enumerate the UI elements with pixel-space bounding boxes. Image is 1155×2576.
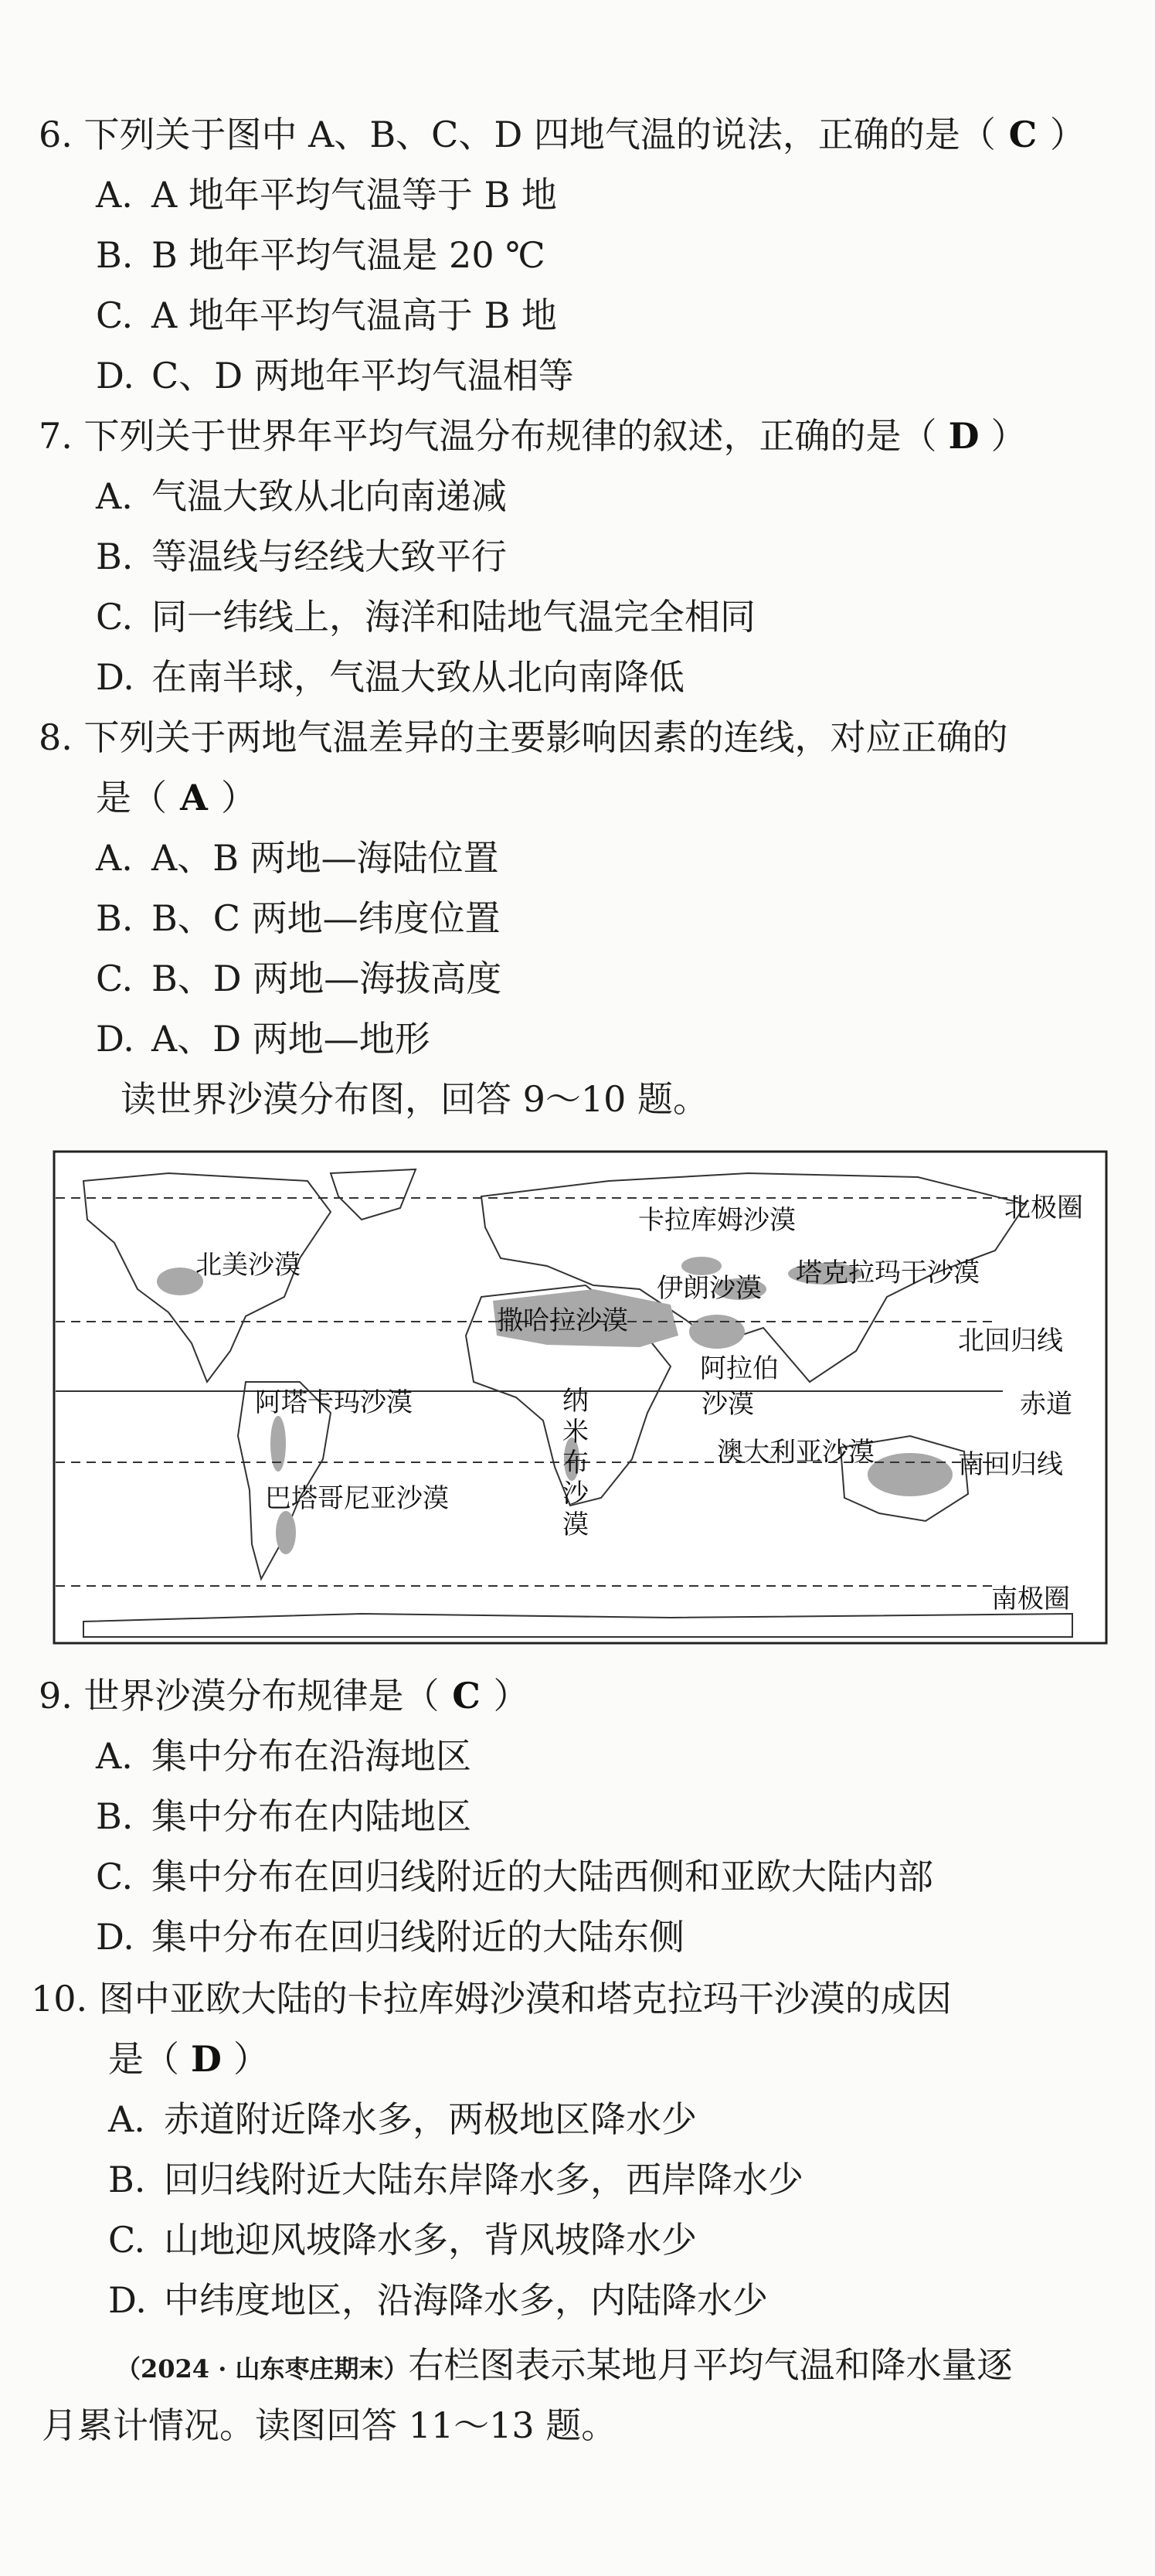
q10-stem bbox=[31, 1975, 952, 2022]
option-text: 回归线附近大陆东岸降水多，西岸降水少 bbox=[164, 2159, 803, 2200]
option-text: 山地迎风坡降水多，背风坡降水少 bbox=[164, 2219, 697, 2261]
q6-stem bbox=[39, 111, 1085, 158]
label-north-america: 北美沙漠 bbox=[195, 1250, 301, 1281]
label-equator: 赤道 bbox=[1020, 1389, 1072, 1420]
option-letter: A. bbox=[96, 837, 133, 879]
q8-option-d bbox=[96, 1016, 430, 1062]
q10-option-d bbox=[108, 2277, 768, 2323]
label-karakum: 卡拉库姆沙漠 bbox=[638, 1205, 796, 1236]
world-desert-map bbox=[53, 1150, 1108, 1645]
map-intro: 读世界沙漠分布图，回答 9～10 题。 bbox=[121, 1078, 709, 1120]
option-letter: B. bbox=[96, 897, 134, 939]
q7-number: 7. bbox=[39, 415, 73, 457]
option-text: 在南半球，气温大致从北向南降低 bbox=[151, 656, 685, 698]
option-text: C、D 两地年平均气温相等 bbox=[151, 355, 574, 396]
q6-number: 6. bbox=[39, 114, 73, 155]
label-tropic-capricorn: 南回归线 bbox=[958, 1449, 1063, 1480]
q10-number: 10. bbox=[31, 1978, 88, 2020]
q8-option-b bbox=[96, 895, 501, 941]
q8-option-c bbox=[96, 955, 501, 1002]
map-svg bbox=[53, 1150, 1108, 1645]
option-text: A 地年平均气温高于 B 地 bbox=[151, 294, 557, 336]
q7-stem bbox=[39, 413, 1027, 459]
option-letter: C. bbox=[96, 294, 134, 336]
q10-stem-cont bbox=[108, 2036, 269, 2082]
option-letter: D. bbox=[96, 1916, 134, 1958]
q7-close: ） bbox=[990, 415, 1027, 457]
option-text: 中纬度地区，沿海降水多，内陆降水少 bbox=[164, 2279, 768, 2321]
q6-stem-text: 下列关于图中 A、B、C、D 四地气温的说法，正确的是（ bbox=[83, 114, 996, 155]
q8-stem-text-2: 是（ bbox=[96, 777, 167, 818]
q6-answer: C bbox=[1008, 114, 1038, 155]
option-text: A、B 两地—海陆位置 bbox=[151, 837, 499, 879]
label-patagonia: 巴塔哥尼亚沙漠 bbox=[265, 1483, 449, 1514]
option-letter: D. bbox=[96, 656, 134, 698]
label-antarctic-circle: 南极圈 bbox=[991, 1584, 1070, 1615]
q7-option-a bbox=[96, 473, 507, 519]
option-text: 集中分布在内陆地区 bbox=[151, 1795, 471, 1837]
label-namib-2: 米 bbox=[562, 1417, 589, 1448]
q10-option-b bbox=[108, 2156, 803, 2203]
label-arctic-circle: 北极圈 bbox=[1004, 1193, 1083, 1223]
option-letter: B. bbox=[96, 1795, 134, 1837]
label-namib-4: 沙 bbox=[562, 1479, 589, 1509]
label-namib-5: 漠 bbox=[562, 1509, 589, 1540]
q9-option-a bbox=[96, 1733, 471, 1779]
patagonia-desert bbox=[276, 1511, 296, 1554]
q8-stem-cont bbox=[96, 774, 256, 821]
q7-option-c bbox=[96, 594, 756, 640]
q9-answer: C bbox=[452, 1675, 481, 1717]
q7-option-d bbox=[96, 654, 685, 700]
q9-option-c bbox=[96, 1853, 933, 1900]
label-arabia-2: 沙漠 bbox=[701, 1389, 754, 1420]
q10-option-a bbox=[108, 2096, 697, 2142]
option-letter: B. bbox=[108, 2159, 146, 2200]
option-letter: A. bbox=[108, 2098, 145, 2140]
option-text: 赤道附近降水多，两极地区降水少 bbox=[164, 2098, 697, 2140]
label-australia: 澳大利亚沙漠 bbox=[717, 1437, 875, 1468]
q6-close: ） bbox=[1049, 114, 1085, 155]
q6-option-c bbox=[96, 292, 557, 339]
option-text: A、D 两地—地形 bbox=[151, 1018, 430, 1060]
option-text: 集中分布在回归线附近的大陆东侧 bbox=[151, 1916, 685, 1958]
option-text: B、D 两地—海拔高度 bbox=[151, 958, 502, 999]
option-letter: C. bbox=[96, 596, 134, 638]
option-letter: A. bbox=[96, 1735, 133, 1777]
antarctica-land bbox=[83, 1614, 1072, 1637]
q6-option-d bbox=[96, 352, 574, 399]
option-text: 等温线与经线大致平行 bbox=[151, 536, 507, 577]
next-intro-cont: 月累计情况。读图回答 11～13 题。 bbox=[42, 2404, 617, 2446]
option-text: 集中分布在回归线附近的大陆西侧和亚欧大陆内部 bbox=[151, 1856, 933, 1897]
option-letter: B. bbox=[96, 234, 134, 276]
q9-option-d bbox=[96, 1914, 685, 1960]
option-text: 气温大致从北向南递减 bbox=[151, 475, 507, 517]
q10-answer: D bbox=[191, 2038, 222, 2080]
option-letter: D. bbox=[108, 2279, 147, 2321]
label-sahara: 撒哈拉沙漠 bbox=[497, 1305, 628, 1336]
label-namib-1: 纳 bbox=[562, 1386, 589, 1417]
option-letter: C. bbox=[96, 958, 134, 999]
label-arabia-1: 阿拉伯 bbox=[700, 1353, 779, 1384]
q10-stem-text-2: 是（ bbox=[108, 2038, 179, 2080]
q7-option-b bbox=[96, 533, 507, 580]
option-text: A 地年平均气温等于 B 地 bbox=[151, 174, 557, 216]
option-text: 同一纬线上，海洋和陆地气温完全相同 bbox=[151, 596, 756, 638]
q7-stem-text: 下列关于世界年平均气温分布规律的叙述，正确的是（ bbox=[83, 415, 937, 457]
option-text: 集中分布在沿海地区 bbox=[151, 1735, 471, 1777]
label-taklamakan: 塔克拉玛干沙漠 bbox=[796, 1257, 980, 1288]
q10-stem-text: 图中亚欧大陆的卡拉库姆沙漠和塔克拉玛干沙漠的成因 bbox=[98, 1978, 952, 2020]
q9-option-b bbox=[96, 1793, 471, 1839]
q9-close: ） bbox=[493, 1675, 529, 1717]
q7-answer: D bbox=[948, 415, 980, 457]
label-namib-3: 布 bbox=[562, 1448, 589, 1479]
q9-stem bbox=[39, 1673, 529, 1719]
option-letter: D. bbox=[96, 1018, 134, 1060]
arabian-desert bbox=[689, 1315, 745, 1349]
label-iran: 伊朗沙漠 bbox=[657, 1273, 762, 1304]
q8-number: 8. bbox=[39, 716, 73, 758]
next-intro bbox=[116, 2342, 1013, 2392]
q8-stem-text: 下列关于两地气温差异的主要影响因素的连线，对应正确的 bbox=[83, 716, 1008, 758]
q8-option-a bbox=[96, 835, 499, 881]
atacama-desert bbox=[270, 1416, 286, 1472]
label-tropic-cancer: 北回归线 bbox=[958, 1325, 1063, 1356]
option-letter: C. bbox=[108, 2219, 146, 2261]
q10-option-c bbox=[108, 2217, 697, 2263]
q8-stem bbox=[39, 714, 1008, 761]
label-atacama: 阿塔卡玛沙漠 bbox=[255, 1387, 413, 1418]
q6-option-b bbox=[96, 232, 545, 278]
q9-number: 9. bbox=[39, 1675, 73, 1717]
option-letter: C. bbox=[96, 1856, 134, 1897]
q8-answer: A bbox=[180, 777, 208, 818]
next-intro-text: 右栏图表示某地月平均气温和降水量逐 bbox=[408, 2344, 1013, 2386]
australian-desert bbox=[868, 1453, 953, 1496]
option-letter: A. bbox=[96, 475, 133, 517]
option-text: B 地年平均气温是 20 ℃ bbox=[151, 234, 545, 276]
q8-close: ） bbox=[221, 777, 256, 818]
q10-close: ） bbox=[233, 2038, 269, 2080]
q6-option-a bbox=[96, 172, 557, 218]
option-letter: A. bbox=[96, 174, 133, 216]
option-text: B、C 两地—纬度位置 bbox=[151, 897, 501, 939]
option-letter: D. bbox=[96, 355, 134, 396]
next-intro-source: （2024 · 山东枣庄期末） bbox=[116, 2354, 409, 2384]
option-letter: B. bbox=[96, 536, 134, 577]
q9-stem-text: 世界沙漠分布规律是（ bbox=[83, 1675, 440, 1717]
